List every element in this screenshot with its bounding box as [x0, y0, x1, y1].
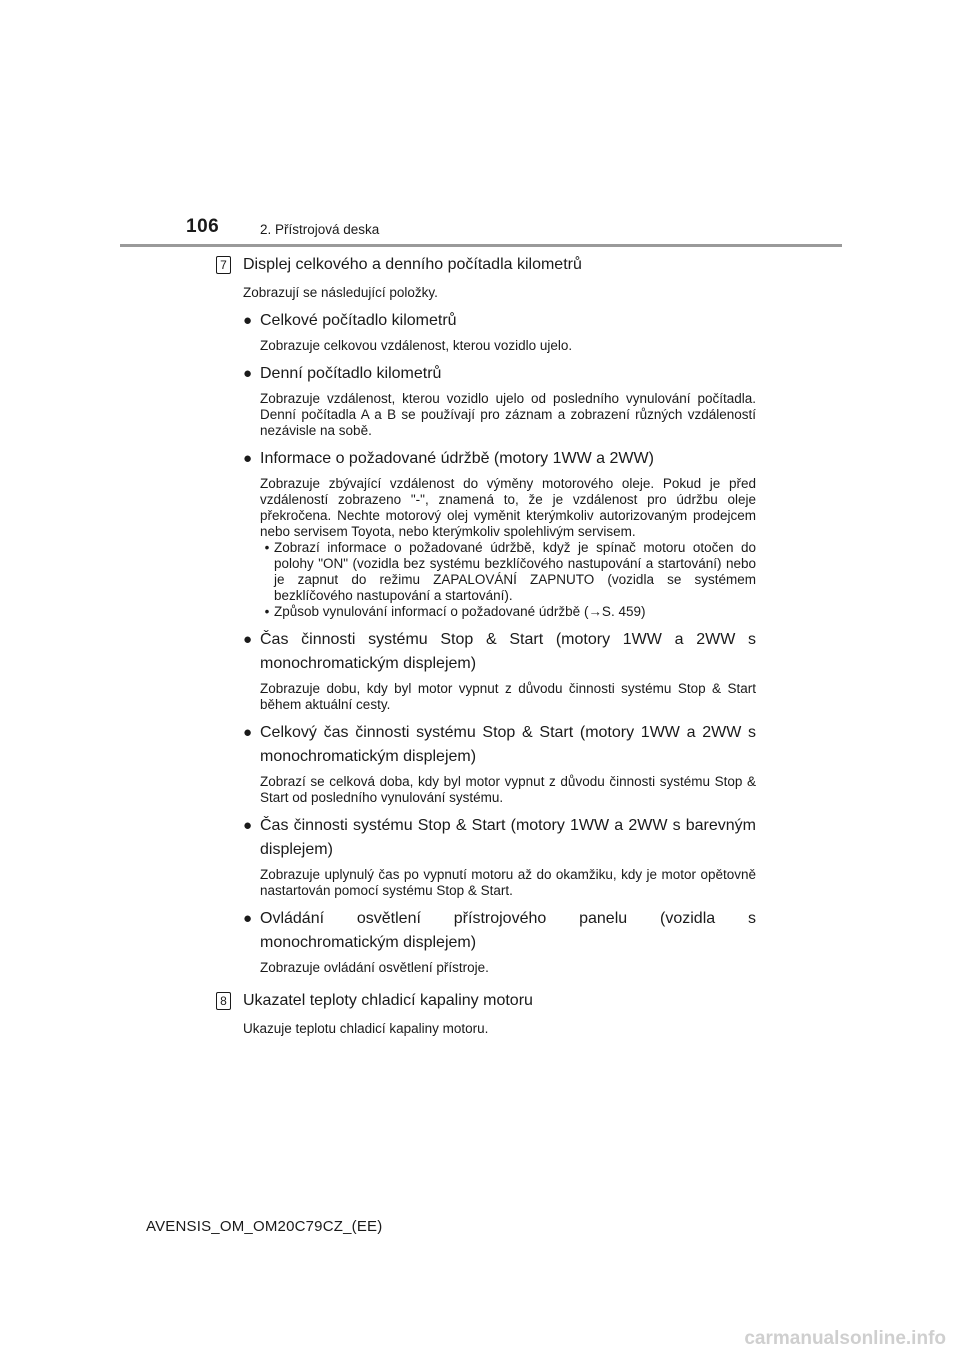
subitem-heading: [243, 309, 756, 333]
point-icon: •: [264, 604, 270, 619]
subitem-description: Zobrazuje vzdálenost, kterou vozidlo ujelo od posledního vynulování počítadla. Denní počítadla A a B se používají pro záznam a zobrazení různých vzdáleností nezávisle na sobě.: [260, 391, 756, 438]
item-number-badge: 7: [216, 256, 231, 274]
footer-document-code: AVENSIS_OM_OM20C79CZ_(EE): [146, 1218, 383, 1235]
subitem-title: Informace o požadované údržbě (motory 1WW a 2WW): [260, 450, 654, 467]
subitem-title: Denní počítadlo kilometrů: [260, 365, 442, 382]
subitem-heading: [243, 721, 756, 769]
subitem-heading: [243, 362, 756, 386]
subitem-description: [260, 476, 756, 620]
item-description: Ukazuje teplotu chladicí kapaliny motoru.: [243, 1021, 489, 1036]
subitem-description: Zobrazuje uplynulý čas po vypnutí motoru až do okamžiku, kdy je motor opětovně nastartován pomocí systému Stop & Start.: [260, 867, 756, 898]
subitem-heading: [243, 907, 756, 955]
section-title: 2. Přístrojová deska: [260, 222, 380, 237]
subitem-description: Zobrazí se celková doba, kdy byl motor vypnut z důvodu činnosti systému Stop & Start od posledního vynulování systému.: [260, 774, 756, 805]
header-rule: [120, 244, 842, 247]
item-title: Ukazatel teploty chladicí kapaliny motoru: [243, 992, 533, 1009]
subitem-heading: [243, 628, 756, 676]
bullet-icon: ●: [243, 450, 253, 467]
subitem-title: Čas činnosti systému Stop & Start (motory 1WW a 2WW s monochromatickým displejem): [260, 631, 756, 672]
subitem: [243, 814, 756, 899]
subitem-title: Čas činnosti systému Stop & Start (motory 1WW a 2WW s barevným displejem): [260, 817, 756, 858]
note-text-link: Způsob vynulování informací o požadované údržbě (→S. 459): [274, 604, 646, 619]
bullet-icon: ●: [243, 365, 253, 382]
subitem-title: Ovládání osvětlení přístrojového panelu (vozidla s monochromatickým displejem): [260, 910, 756, 951]
note-point: [260, 540, 756, 604]
bullet-icon: ●: [243, 312, 253, 329]
bullet-icon: ●: [243, 724, 253, 741]
subitem: [243, 721, 756, 806]
subitem: [243, 628, 756, 713]
bullet-icon: ●: [243, 817, 253, 834]
item-heading: [216, 254, 756, 276]
item-7: [216, 254, 756, 976]
watermark: carmanualsonline.info: [744, 1328, 946, 1349]
page-content: [216, 254, 756, 1037]
subitem-title: Celkový čas činnosti systému Stop & Start (motory 1WW a 2WW s monochromatickým displejem): [260, 724, 756, 765]
item-description: Zobrazují se následující položky.: [243, 285, 438, 300]
item-title: Displej celkového a denního počítadla kilometrů: [243, 256, 582, 273]
note-point: [260, 604, 756, 620]
subitem: [243, 907, 756, 976]
item-heading: [216, 990, 756, 1012]
item-number-badge: 8: [216, 992, 231, 1010]
subitem: [243, 362, 756, 439]
point-icon: •: [264, 540, 270, 555]
subitem-title: Celkové počítadlo kilometrů: [260, 312, 457, 329]
subitem: [243, 447, 756, 620]
subitem: [243, 309, 756, 354]
item-8: [216, 990, 756, 1037]
subitem-description-text: Zobrazuje zbývající vzdálenost do výměny motorového oleje. Pokud je před vzdáleností zobrazeno "-", znamená to, že je vzdálenost pro údržbu oleje překročena. Nechte motorový olej vyměnit kterýmkoliv autorizovaným prodejcem nebo servisem Toyota, nebo kterýmkoliv spolehlivým servisem.: [260, 476, 756, 539]
page-number: 106: [186, 216, 220, 237]
subitem-description: Zobrazuje dobu, kdy byl motor vypnut z důvodu činnosti systému Stop & Start během aktuální cesty.: [260, 681, 756, 712]
bullet-icon: ●: [243, 631, 253, 648]
bullet-icon: ●: [243, 910, 253, 927]
subitem-heading: [243, 814, 756, 862]
subitem-description: Zobrazuje celkovou vzdálenost, kterou vozidlo ujelo.: [260, 338, 573, 353]
subitem-description: Zobrazuje ovládání osvětlení přístroje.: [260, 960, 489, 975]
note-text: Zobrazí informace o požadované údržbě, když je spínač motoru otočen do polohy "ON" (vozidla bez systému bezklíčového nastupování a startování) nebo je zapnut do režimu ZAPALOVÁNÍ ZAPNUTO (vozidla se systémem bezklíčového nastupování a startování).: [274, 540, 756, 603]
subitem-heading: [243, 447, 756, 471]
